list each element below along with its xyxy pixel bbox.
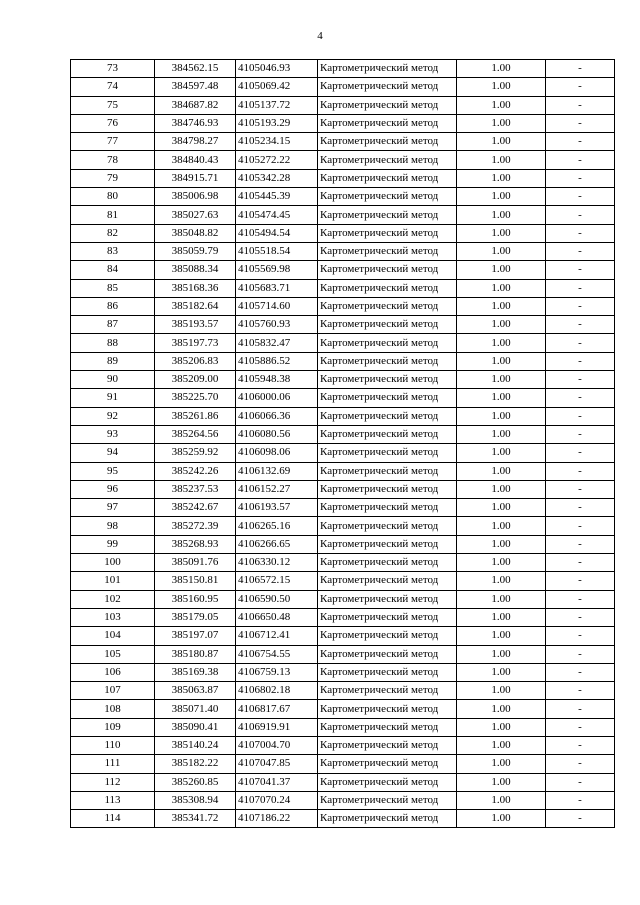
table-row [71,407,615,425]
description-cell: - [546,608,615,626]
point-number-cell: 113 [71,791,155,809]
x-coordinate-cell: 384840.43 [155,151,236,169]
y-coordinate-cell: 4106754.55 [236,645,318,663]
y-coordinate-cell: 4105569.98 [236,261,318,279]
description-cell: - [546,389,615,407]
method-cell: Картометрический метод [318,535,457,553]
method-cell: Картометрический метод [318,718,457,736]
description-cell: - [546,96,615,114]
y-coordinate-cell: 4105832.47 [236,334,318,352]
y-coordinate-cell: 4105760.93 [236,316,318,334]
accuracy-cell: 1.00 [457,188,546,206]
method-cell: Картометрический метод [318,810,457,828]
point-number-cell: 103 [71,608,155,626]
y-coordinate-cell: 4106080.56 [236,425,318,443]
point-number-cell: 97 [71,499,155,517]
y-coordinate-cell: 4106817.67 [236,700,318,718]
method-cell: Картометрический метод [318,242,457,260]
y-coordinate-cell: 4107004.70 [236,736,318,754]
point-number-cell: 105 [71,645,155,663]
description-cell: - [546,499,615,517]
table-row [71,718,615,736]
x-coordinate-cell: 384687.82 [155,96,236,114]
description-cell: - [546,480,615,498]
x-coordinate-cell: 385264.56 [155,425,236,443]
accuracy-cell: 1.00 [457,480,546,498]
x-coordinate-cell: 385090.41 [155,718,236,736]
point-number-cell: 78 [71,151,155,169]
y-coordinate-cell: 4107041.37 [236,773,318,791]
method-cell: Картометрический метод [318,60,457,78]
method-cell: Картометрический метод [318,462,457,480]
y-coordinate-cell: 4107070.24 [236,791,318,809]
table-row [71,535,615,553]
method-cell: Картометрический метод [318,407,457,425]
accuracy-cell: 1.00 [457,700,546,718]
y-coordinate-cell: 4106000.06 [236,389,318,407]
method-cell: Картометрический метод [318,554,457,572]
x-coordinate-cell: 385150.81 [155,572,236,590]
method-cell: Картометрический метод [318,188,457,206]
method-cell: Картометрический метод [318,608,457,626]
method-cell: Картометрический метод [318,334,457,352]
point-number-cell: 93 [71,425,155,443]
accuracy-cell: 1.00 [457,371,546,389]
x-coordinate-cell: 385182.22 [155,755,236,773]
table-row [71,590,615,608]
x-coordinate-cell: 385160.95 [155,590,236,608]
table-row [71,279,615,297]
point-number-cell: 104 [71,627,155,645]
method-cell: Картометрический метод [318,499,457,517]
description-cell: - [546,627,615,645]
y-coordinate-cell: 4107047.85 [236,755,318,773]
description-cell: - [546,462,615,480]
x-coordinate-cell: 385180.87 [155,645,236,663]
accuracy-cell: 1.00 [457,608,546,626]
point-number-cell: 83 [71,242,155,260]
description-cell: - [546,810,615,828]
table-row [71,352,615,370]
y-coordinate-cell: 4105714.60 [236,297,318,315]
description-cell: - [546,188,615,206]
x-coordinate-cell: 385225.70 [155,389,236,407]
description-cell: - [546,773,615,791]
method-cell: Картометрический метод [318,425,457,443]
method-cell: Картометрический метод [318,791,457,809]
x-coordinate-cell: 385063.87 [155,682,236,700]
y-coordinate-cell: 4105069.42 [236,78,318,96]
accuracy-cell: 1.00 [457,572,546,590]
description-cell: - [546,517,615,535]
method-cell: Картометрический метод [318,206,457,224]
accuracy-cell: 1.00 [457,78,546,96]
accuracy-cell: 1.00 [457,60,546,78]
y-coordinate-cell: 4106152.27 [236,480,318,498]
table-row [71,554,615,572]
point-number-cell: 108 [71,700,155,718]
accuracy-cell: 1.00 [457,773,546,791]
point-number-cell: 73 [71,60,155,78]
y-coordinate-cell: 4105234.15 [236,133,318,151]
description-cell: - [546,60,615,78]
method-cell: Картометрический метод [318,682,457,700]
table-row [71,169,615,187]
accuracy-cell: 1.00 [457,627,546,645]
accuracy-cell: 1.00 [457,133,546,151]
point-number-cell: 92 [71,407,155,425]
accuracy-cell: 1.00 [457,224,546,242]
x-coordinate-cell: 385197.07 [155,627,236,645]
y-coordinate-cell: 4105518.54 [236,242,318,260]
point-number-cell: 86 [71,297,155,315]
method-cell: Картометрический метод [318,517,457,535]
table-row [71,444,615,462]
y-coordinate-cell: 4106066.36 [236,407,318,425]
table-row [71,371,615,389]
method-cell: Картометрический метод [318,114,457,132]
y-coordinate-cell: 4106132.69 [236,462,318,480]
accuracy-cell: 1.00 [457,279,546,297]
point-number-cell: 75 [71,96,155,114]
point-number-cell: 107 [71,682,155,700]
description-cell: - [546,169,615,187]
point-number-cell: 111 [71,755,155,773]
x-coordinate-cell: 385272.39 [155,517,236,535]
x-coordinate-cell: 385168.36 [155,279,236,297]
description-cell: - [546,407,615,425]
method-cell: Картометрический метод [318,169,457,187]
point-number-cell: 77 [71,133,155,151]
table-row [71,224,615,242]
accuracy-cell: 1.00 [457,114,546,132]
accuracy-cell: 1.00 [457,242,546,260]
table-row [71,462,615,480]
accuracy-cell: 1.00 [457,261,546,279]
table-row [71,480,615,498]
x-coordinate-cell: 385259.92 [155,444,236,462]
y-coordinate-cell: 4106919.91 [236,718,318,736]
description-cell: - [546,316,615,334]
y-coordinate-cell: 4107186.22 [236,810,318,828]
description-cell: - [546,700,615,718]
accuracy-cell: 1.00 [457,791,546,809]
x-coordinate-cell: 384562.15 [155,60,236,78]
x-coordinate-cell: 385268.93 [155,535,236,553]
method-cell: Картометрический метод [318,297,457,315]
method-cell: Картометрический метод [318,96,457,114]
table-row [71,297,615,315]
accuracy-cell: 1.00 [457,810,546,828]
accuracy-cell: 1.00 [457,517,546,535]
description-cell: - [546,755,615,773]
point-number-cell: 82 [71,224,155,242]
x-coordinate-cell: 385059.79 [155,242,236,260]
method-cell: Картометрический метод [318,627,457,645]
accuracy-cell: 1.00 [457,462,546,480]
y-coordinate-cell: 4105445.39 [236,188,318,206]
x-coordinate-cell: 384798.27 [155,133,236,151]
table-row [71,96,615,114]
description-cell: - [546,261,615,279]
point-number-cell: 84 [71,261,155,279]
accuracy-cell: 1.00 [457,96,546,114]
x-coordinate-cell: 385341.72 [155,810,236,828]
table-row [71,682,615,700]
point-number-cell: 101 [71,572,155,590]
point-number-cell: 80 [71,188,155,206]
method-cell: Картометрический метод [318,773,457,791]
x-coordinate-cell: 384746.93 [155,114,236,132]
y-coordinate-cell: 4105474.45 [236,206,318,224]
x-coordinate-cell: 385209.00 [155,371,236,389]
accuracy-cell: 1.00 [457,535,546,553]
accuracy-cell: 1.00 [457,499,546,517]
point-number-cell: 87 [71,316,155,334]
description-cell: - [546,242,615,260]
description-cell: - [546,279,615,297]
description-cell: - [546,663,615,681]
table-row [71,773,615,791]
y-coordinate-cell: 4105886.52 [236,352,318,370]
point-number-cell: 100 [71,554,155,572]
method-cell: Картометрический метод [318,736,457,754]
point-number-cell: 91 [71,389,155,407]
method-cell: Картометрический метод [318,224,457,242]
method-cell: Картометрический метод [318,133,457,151]
x-coordinate-cell: 385006.98 [155,188,236,206]
table-row [71,425,615,443]
accuracy-cell: 1.00 [457,297,546,315]
description-cell: - [546,334,615,352]
accuracy-cell: 1.00 [457,755,546,773]
point-number-cell: 74 [71,78,155,96]
table-row [71,645,615,663]
coordinates-table [70,59,615,828]
x-coordinate-cell: 385179.05 [155,608,236,626]
x-coordinate-cell: 385027.63 [155,206,236,224]
table-row [71,206,615,224]
method-cell: Картометрический метод [318,590,457,608]
table-row [71,316,615,334]
accuracy-cell: 1.00 [457,425,546,443]
x-coordinate-cell: 385048.82 [155,224,236,242]
table-row [71,151,615,169]
accuracy-cell: 1.00 [457,151,546,169]
description-cell: - [546,352,615,370]
point-number-cell: 89 [71,352,155,370]
point-number-cell: 95 [71,462,155,480]
description-cell: - [546,133,615,151]
table-row [71,188,615,206]
page-number: 4 [317,30,323,42]
x-coordinate-cell: 385182.64 [155,297,236,315]
description-cell: - [546,736,615,754]
description-cell: - [546,444,615,462]
table-row [71,389,615,407]
table-row [71,60,615,78]
x-coordinate-cell: 385071.40 [155,700,236,718]
table-row [71,608,615,626]
table-row [71,700,615,718]
x-coordinate-cell: 385308.94 [155,791,236,809]
y-coordinate-cell: 4106650.48 [236,608,318,626]
table-row [71,114,615,132]
accuracy-cell: 1.00 [457,352,546,370]
method-cell: Картометрический метод [318,663,457,681]
y-coordinate-cell: 4106590.50 [236,590,318,608]
point-number-cell: 110 [71,736,155,754]
x-coordinate-cell: 385140.24 [155,736,236,754]
y-coordinate-cell: 4106098.06 [236,444,318,462]
method-cell: Картометрический метод [318,480,457,498]
description-cell: - [546,645,615,663]
y-coordinate-cell: 4105948.38 [236,371,318,389]
table-row [71,663,615,681]
point-number-cell: 88 [71,334,155,352]
table-row [71,810,615,828]
point-number-cell: 109 [71,718,155,736]
y-coordinate-cell: 4106266.65 [236,535,318,553]
point-number-cell: 96 [71,480,155,498]
accuracy-cell: 1.00 [457,645,546,663]
y-coordinate-cell: 4106802.18 [236,682,318,700]
point-number-cell: 81 [71,206,155,224]
method-cell: Картометрический метод [318,700,457,718]
y-coordinate-cell: 4106572.15 [236,572,318,590]
y-coordinate-cell: 4105137.72 [236,96,318,114]
accuracy-cell: 1.00 [457,169,546,187]
x-coordinate-cell: 384915.71 [155,169,236,187]
description-cell: - [546,371,615,389]
point-number-cell: 79 [71,169,155,187]
accuracy-cell: 1.00 [457,407,546,425]
table-row [71,736,615,754]
method-cell: Картометрический метод [318,371,457,389]
point-number-cell: 106 [71,663,155,681]
x-coordinate-cell: 385088.34 [155,261,236,279]
description-cell: - [546,206,615,224]
x-coordinate-cell: 385206.83 [155,352,236,370]
y-coordinate-cell: 4106759.13 [236,663,318,681]
description-cell: - [546,425,615,443]
point-number-cell: 94 [71,444,155,462]
accuracy-cell: 1.00 [457,663,546,681]
table-row [71,334,615,352]
method-cell: Картометрический метод [318,261,457,279]
x-coordinate-cell: 385197.73 [155,334,236,352]
method-cell: Картометрический метод [318,755,457,773]
description-cell: - [546,535,615,553]
description-cell: - [546,682,615,700]
accuracy-cell: 1.00 [457,718,546,736]
table-row [71,791,615,809]
method-cell: Картометрический метод [318,78,457,96]
method-cell: Картометрический метод [318,151,457,169]
table-row [71,261,615,279]
method-cell: Картометрический метод [318,645,457,663]
point-number-cell: 114 [71,810,155,828]
description-cell: - [546,572,615,590]
accuracy-cell: 1.00 [457,444,546,462]
y-coordinate-cell: 4106193.57 [236,499,318,517]
table-row [71,517,615,535]
accuracy-cell: 1.00 [457,590,546,608]
y-coordinate-cell: 4105683.71 [236,279,318,297]
point-number-cell: 90 [71,371,155,389]
point-number-cell: 112 [71,773,155,791]
description-cell: - [546,590,615,608]
x-coordinate-cell: 385237.53 [155,480,236,498]
description-cell: - [546,224,615,242]
accuracy-cell: 1.00 [457,334,546,352]
y-coordinate-cell: 4105342.28 [236,169,318,187]
y-coordinate-cell: 4106712.41 [236,627,318,645]
y-coordinate-cell: 4106330.12 [236,554,318,572]
accuracy-cell: 1.00 [457,206,546,224]
y-coordinate-cell: 4105494.54 [236,224,318,242]
method-cell: Картометрический метод [318,352,457,370]
x-coordinate-cell: 385091.76 [155,554,236,572]
y-coordinate-cell: 4105193.29 [236,114,318,132]
point-number-cell: 102 [71,590,155,608]
x-coordinate-cell: 385169.38 [155,663,236,681]
method-cell: Картометрический метод [318,572,457,590]
table-row [71,755,615,773]
x-coordinate-cell: 385193.57 [155,316,236,334]
description-cell: - [546,718,615,736]
method-cell: Картометрический метод [318,316,457,334]
description-cell: - [546,554,615,572]
description-cell: - [546,791,615,809]
y-coordinate-cell: 4105046.93 [236,60,318,78]
accuracy-cell: 1.00 [457,682,546,700]
method-cell: Картометрический метод [318,389,457,407]
table-row [71,627,615,645]
y-coordinate-cell: 4105272.22 [236,151,318,169]
x-coordinate-cell: 385260.85 [155,773,236,791]
description-cell: - [546,78,615,96]
method-cell: Картометрический метод [318,444,457,462]
point-number-cell: 99 [71,535,155,553]
accuracy-cell: 1.00 [457,736,546,754]
accuracy-cell: 1.00 [457,554,546,572]
table-row [71,133,615,151]
point-number-cell: 76 [71,114,155,132]
y-coordinate-cell: 4106265.16 [236,517,318,535]
x-coordinate-cell: 384597.48 [155,78,236,96]
description-cell: - [546,297,615,315]
description-cell: - [546,151,615,169]
x-coordinate-cell: 385242.26 [155,462,236,480]
point-number-cell: 85 [71,279,155,297]
table-row [71,499,615,517]
table-row [71,242,615,260]
method-cell: Картометрический метод [318,279,457,297]
table-row [71,572,615,590]
x-coordinate-cell: 385261.86 [155,407,236,425]
table-row [71,78,615,96]
description-cell: - [546,114,615,132]
point-number-cell: 98 [71,517,155,535]
x-coordinate-cell: 385242.67 [155,499,236,517]
accuracy-cell: 1.00 [457,316,546,334]
accuracy-cell: 1.00 [457,389,546,407]
